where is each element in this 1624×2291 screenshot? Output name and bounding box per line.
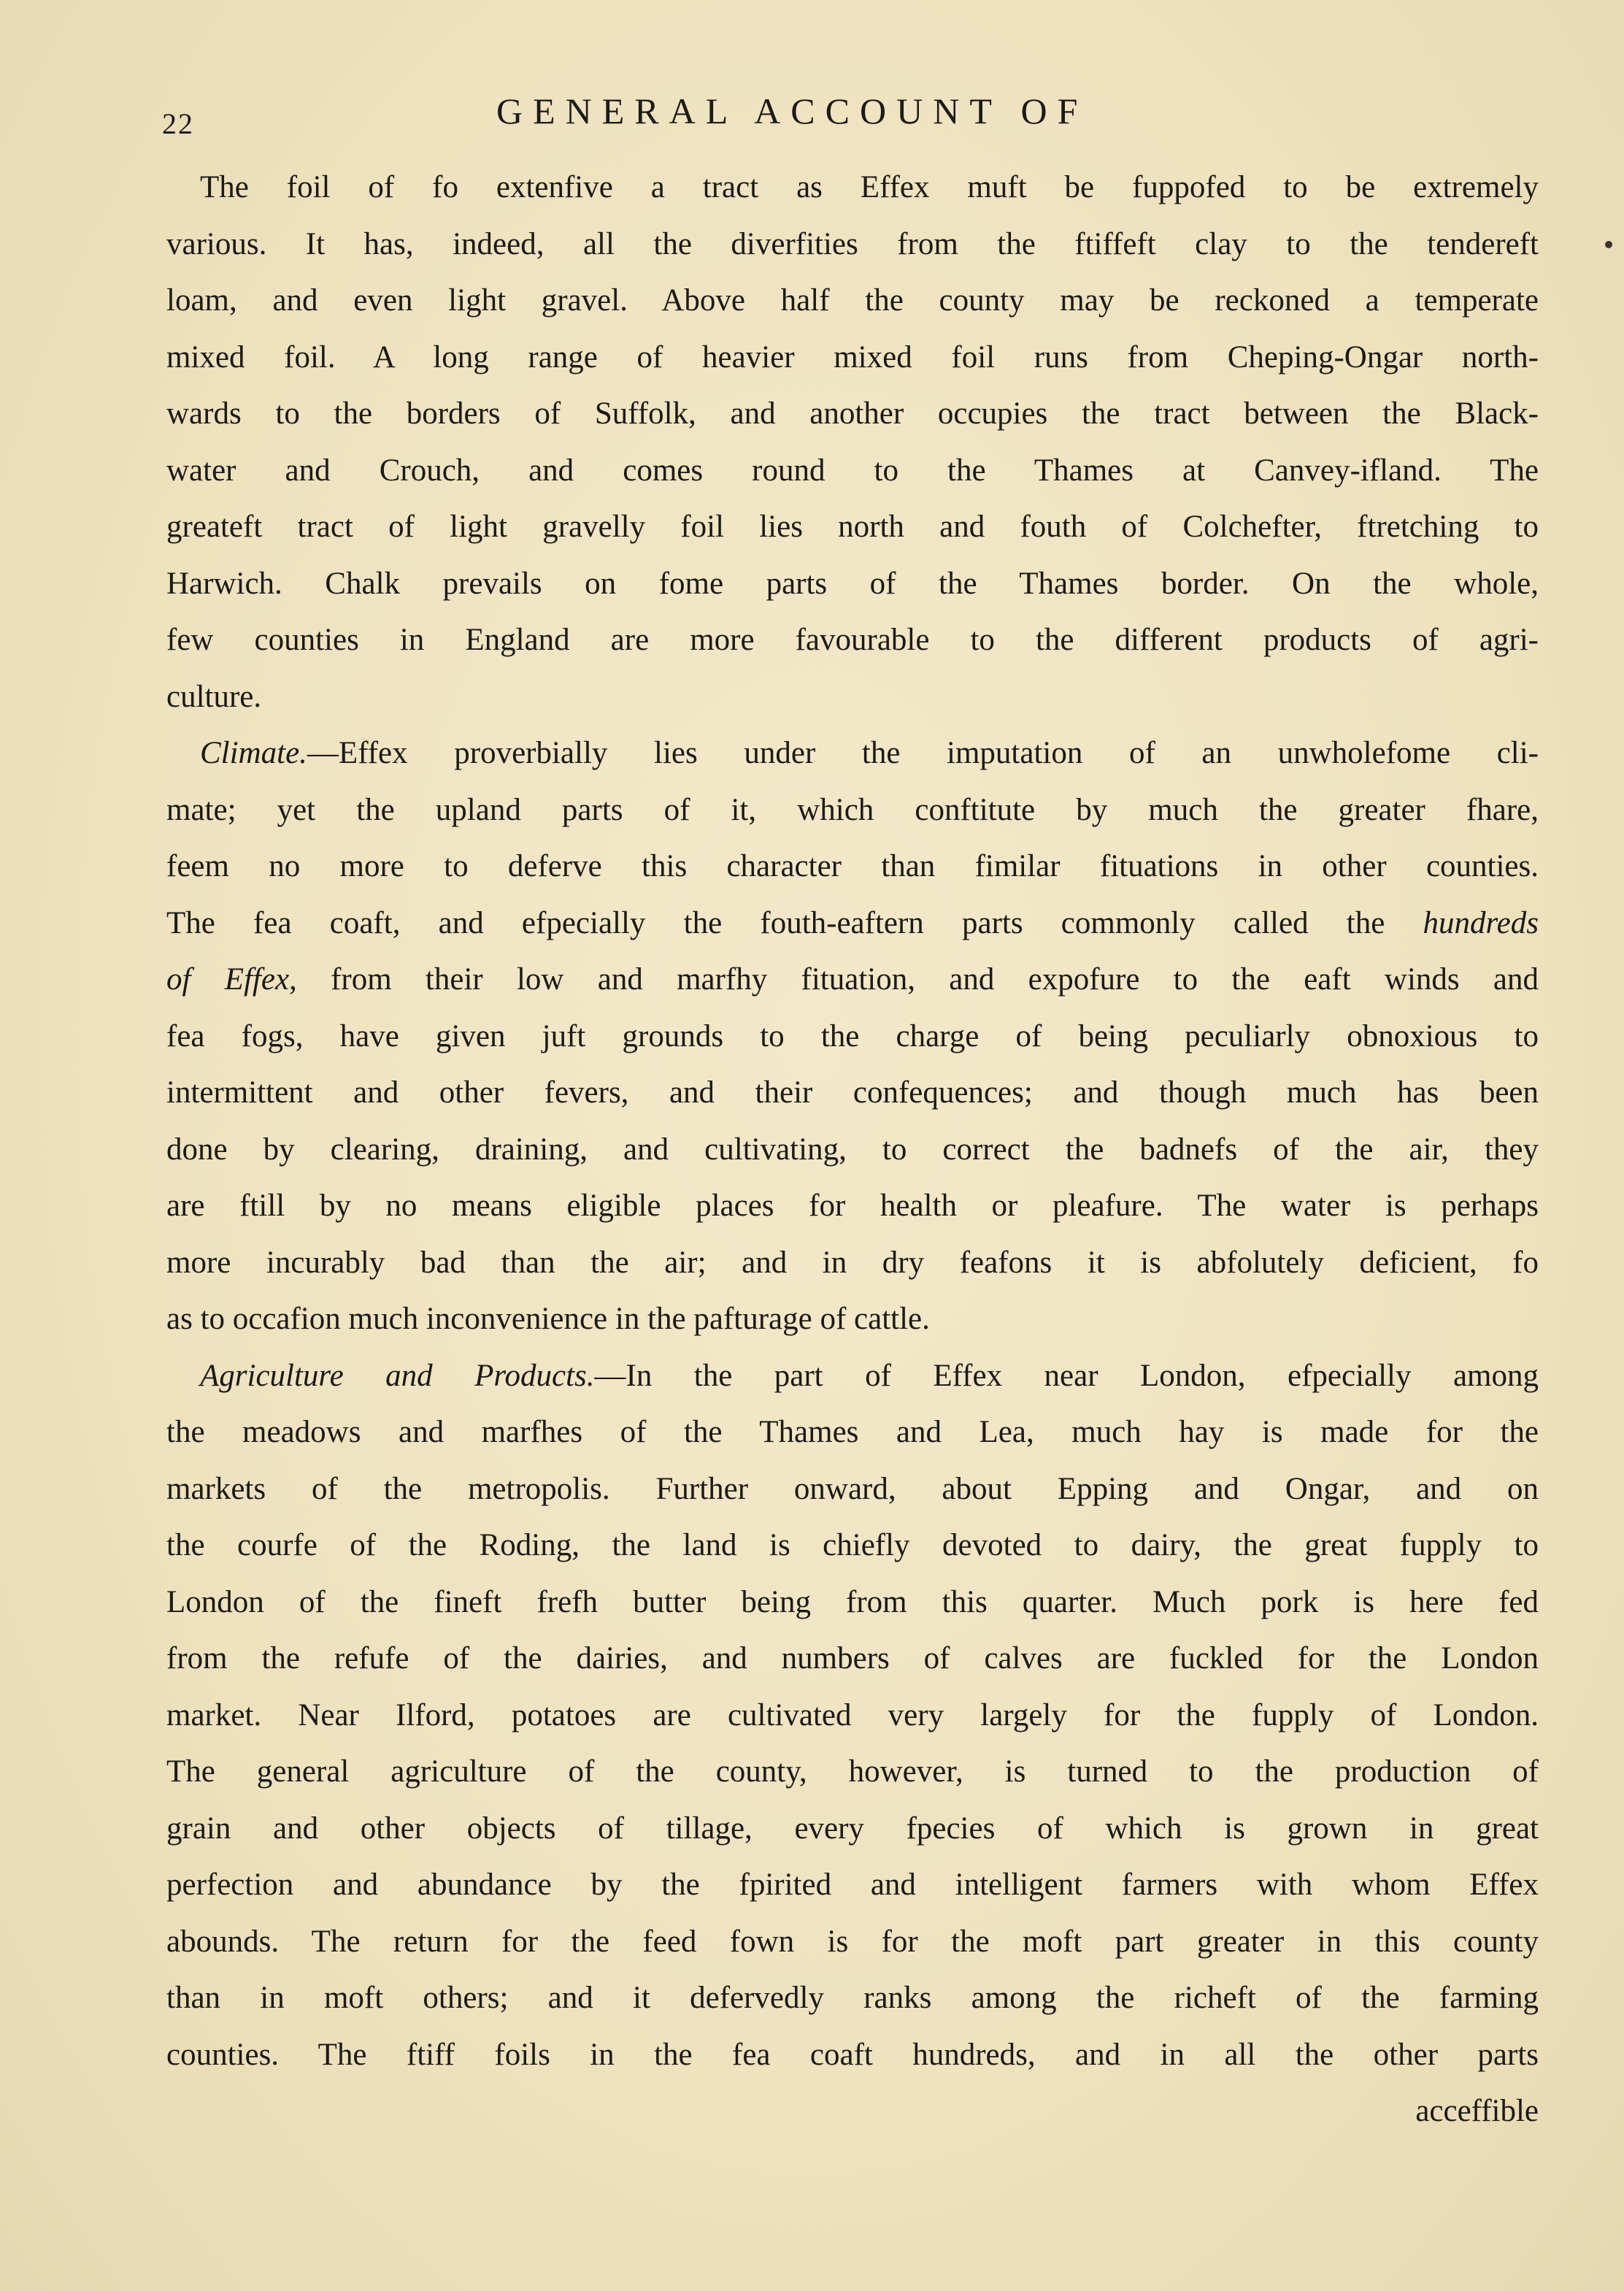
text-line: intermittent and other fevers, and their confequences; and though much has been xyxy=(166,1075,1539,1110)
text-line: various. It has, indeed, all the diverfities from the ftiffeft clay to the tendereft xyxy=(166,226,1539,261)
text-run: —In the part of Effex near London, efpecially among xyxy=(594,1358,1539,1393)
body-text xyxy=(166,159,1539,2140)
text-line: counties. The ftiff foils in the fea coaft hundreds, and in all the other parts xyxy=(166,2037,1539,2072)
text-line: The general agriculture of the county, however, is turned to the production of xyxy=(166,1754,1539,1789)
text-line: perfection and abundance by the fpirited and intelligent farmers with whom Effex xyxy=(166,1868,1539,1902)
text-line: done by clearing, draining, and cultivating, to correct the badnefs of the air, they xyxy=(166,1132,1539,1167)
text-line xyxy=(166,1348,1539,1405)
text-line: abounds. The return for the feed fown is for the moft part greater in this county xyxy=(166,1924,1539,1959)
text-line: the meadows and marfhes of the Thames and Lea, much hay is made for the xyxy=(166,1415,1539,1449)
text-line: more incurably bad than the air; and in dry feafons it is abfolutely deficient, fo xyxy=(166,1245,1539,1280)
text-run: , from their low and marfhy fituation, and expofure to the eaft winds and xyxy=(289,962,1539,997)
text-line: greateft tract of light gravelly foil lies north and fouth of Colchefter, ftretching to xyxy=(166,510,1539,544)
text-line: from the refufe of the dairies, and numbers of calves are fuckled for the London xyxy=(166,1641,1539,1676)
text-line: culture. xyxy=(166,679,262,714)
text-line: are ftill by no means eligible places for health or pleafure. The water is perhaps xyxy=(166,1189,1539,1223)
catchword: acceffible xyxy=(1415,2094,1539,2128)
text-line: mate; yet the upland parts of it, which conftitute by much the greater fhare, xyxy=(166,792,1539,827)
text-line xyxy=(166,895,1539,952)
section-heading-agriculture: Agriculture and Products. xyxy=(200,1358,595,1393)
text-line: London of the fineft frefh butter being from this quarter. Much pork is here fed xyxy=(166,1584,1539,1619)
text-line: grain and other objects of tillage, every fpecies of which is grown in great xyxy=(166,1811,1539,1846)
italic-phrase: of Effex xyxy=(166,962,290,997)
italic-phrase: hundreds xyxy=(1423,905,1539,940)
text-line xyxy=(166,725,1539,782)
text-line: loam, and even light gravel. Above half the county may be reckoned a temperate xyxy=(166,283,1539,318)
text-line: fea fogs, have given juft grounds to the charge of being peculiarly obnoxious to xyxy=(166,1018,1539,1054)
page-number: 22 xyxy=(162,107,194,140)
text-run: The fea coaft, and efpecially the fouth-eaftern parts commonly called the xyxy=(166,905,1423,940)
text-line xyxy=(166,951,1539,1008)
text-line: as to occafion much inconvenience in the pafturage of cattle. xyxy=(166,1302,930,1336)
text-line: than in moft others; and it defervedly ranks among the richeft of the farming xyxy=(166,1981,1539,2015)
text-line: markets of the metropolis. Further onward, about Epping and Ongar, and on xyxy=(166,1471,1539,1506)
text-line: few counties in England are more favourable to the different products of agri- xyxy=(166,623,1539,657)
text-line: wards to the borders of Suffolk, and another occupies the tract between the Black- xyxy=(166,396,1539,431)
text-line: feem no more to deferve this character than fimilar fituations in other counties. xyxy=(166,849,1539,883)
page-header xyxy=(0,82,1624,140)
text-line: the courfe of the Roding, the land is chiefly devoted to dairy, the great fupply to xyxy=(166,1528,1539,1562)
text-run: —Effex proverbially lies under the imputation of an unwholefome cli- xyxy=(307,736,1539,770)
text-line: water and Crouch, and comes round to the Thames at Canvey-ifland. The xyxy=(166,453,1539,488)
section-heading-climate: Climate. xyxy=(200,736,307,770)
text-line: Harwich. Chalk prevails on fome parts of the Thames border. On the whole, xyxy=(166,566,1539,601)
text-line: market. Near Ilford, potatoes are cultivated very largely for the fupply of London. xyxy=(166,1697,1539,1732)
margin-speck xyxy=(1605,241,1612,248)
text-line: The foil of fo extenfive a tract as Effex muft be fuppofed to be extremely xyxy=(200,170,1539,204)
text-line: mixed foil. A long range of heavier mixed foil runs from Cheping-Ongar north- xyxy=(166,339,1539,375)
running-head: GENERAL ACCOUNT OF xyxy=(496,91,1088,131)
